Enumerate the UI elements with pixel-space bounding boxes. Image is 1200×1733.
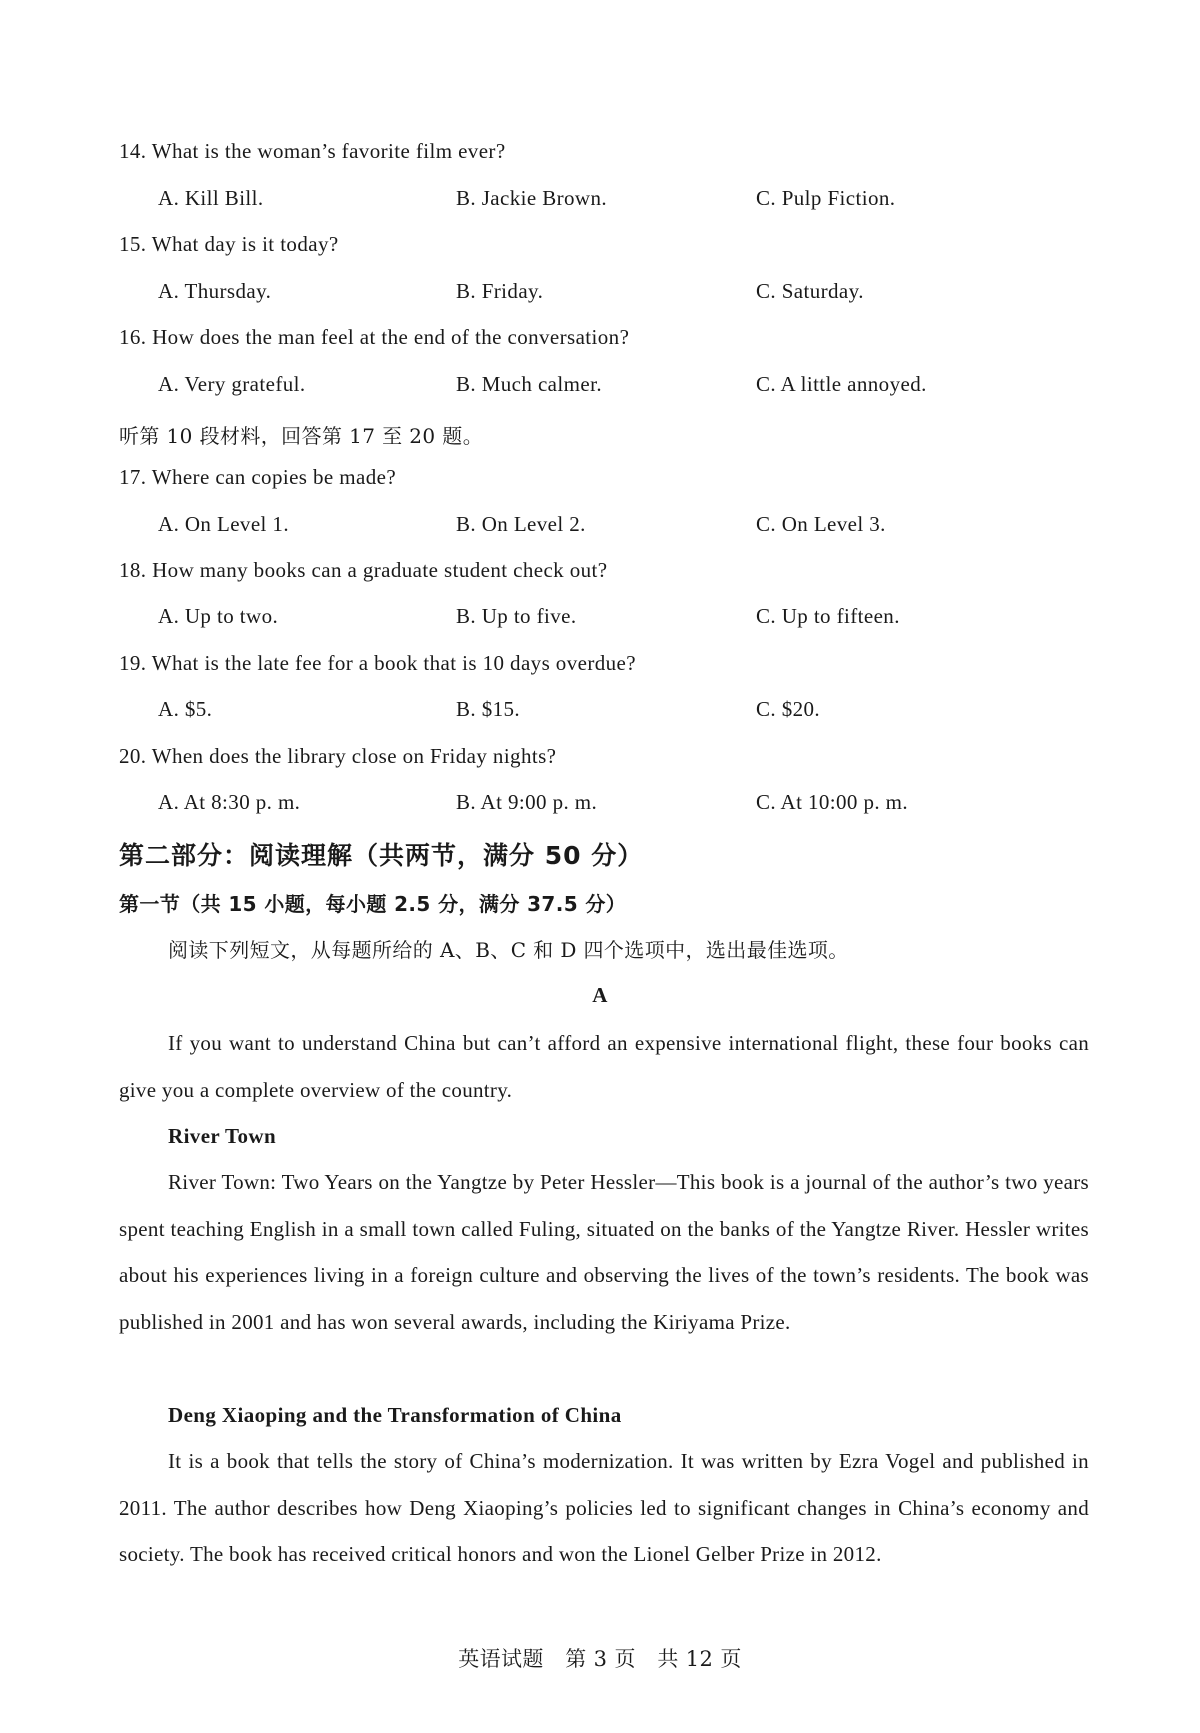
part2-title: 第二部分：阅读理解（共两节，满分 50 分） [119, 841, 644, 870]
option-a: A. On Level 1. [158, 512, 289, 536]
option-a: A. Very grateful. [158, 372, 306, 396]
book-paragraph [119, 1438, 1089, 1578]
option-a: A. $5. [158, 697, 213, 721]
question-stem: 18. How many books can a graduate student check out? [119, 558, 608, 582]
option-c: C. Up to fifteen. [756, 604, 900, 628]
question-stem: 20. When does the library close on Friday nights? [119, 744, 557, 768]
reading-instruction: 阅读下列短文，从每题所给的 A、B、C 和 D 四个选项中，选出最佳选项。 [168, 938, 849, 962]
option-b: B. At 9:00 p. m. [456, 790, 598, 814]
book-text: It is a book that tells the story of China’s modernization. It was written by Ezra Vogel and published in 2011. The author describes how Deng Xiaoping’s policies led to significant changes in China’s economy and society. The book has received critical honors and won the Lionel Gelber Prize in 2012. [119, 1449, 1089, 1566]
option-b: B. $15. [456, 697, 521, 721]
option-c: C. Pulp Fiction. [756, 186, 896, 210]
option-b: B. On Level 2. [456, 512, 586, 536]
book-title: River Town [168, 1124, 277, 1148]
option-a: A. Thursday. [158, 279, 272, 303]
question-stem: 19. What is the late fee for a book that is 10 days overdue? [119, 651, 636, 675]
book-paragraph [119, 1159, 1089, 1345]
option-c: C. $20. [756, 697, 821, 721]
section1-title: 第一节（共 15 小题，每小题 2.5 分，满分 37.5 分） [119, 892, 627, 916]
option-b: B. Up to five. [456, 604, 577, 628]
option-a: A. Up to two. [158, 604, 279, 628]
listening-instruction: 听第 10 段材料，回答第 17 至 20 题。 [119, 424, 484, 448]
intro-text: If you want to understand China but can’t afford an expensive international flight, these four books can give you a complete overview of the country. [119, 1031, 1089, 1102]
question-stem: 15. What day is it today? [119, 232, 339, 256]
question-stem: 17. Where can copies be made? [119, 465, 397, 489]
question-stem: 16. How does the man feel at the end of the conversation? [119, 325, 630, 349]
book-text: River Town: Two Years on the Yangtze by Peter Hessler—This book is a journal of the author’s two years spent teaching English in a small town called Fuling, situated on the banks of the Yangtze River. Hessler writes about his experiences living in a foreign culture and observing the lives of the town’s residents. The book was published in 2001 and has won several awards, including the Kiriyama Prize. [119, 1170, 1089, 1334]
question-stem: 14. What is the woman’s favorite film ever? [119, 139, 506, 163]
option-c: C. A little annoyed. [756, 372, 927, 396]
passage-label: A [592, 983, 608, 1007]
option-c: C. At 10:00 p. m. [756, 790, 909, 814]
option-b: B. Jackie Brown. [456, 186, 608, 210]
option-b: B. Much calmer. [456, 372, 602, 396]
option-c: C. On Level 3. [756, 512, 886, 536]
option-a: A. Kill Bill. [158, 186, 264, 210]
option-a: A. At 8:30 p. m. [158, 790, 301, 814]
option-b: B. Friday. [456, 279, 544, 303]
intro-paragraph [119, 1020, 1089, 1113]
book-title: Deng Xiaoping and the Transformation of China [168, 1403, 622, 1427]
option-c: C. Saturday. [756, 279, 864, 303]
page-footer: 英语试题 第 3 页 共 12 页 [458, 1647, 742, 1671]
